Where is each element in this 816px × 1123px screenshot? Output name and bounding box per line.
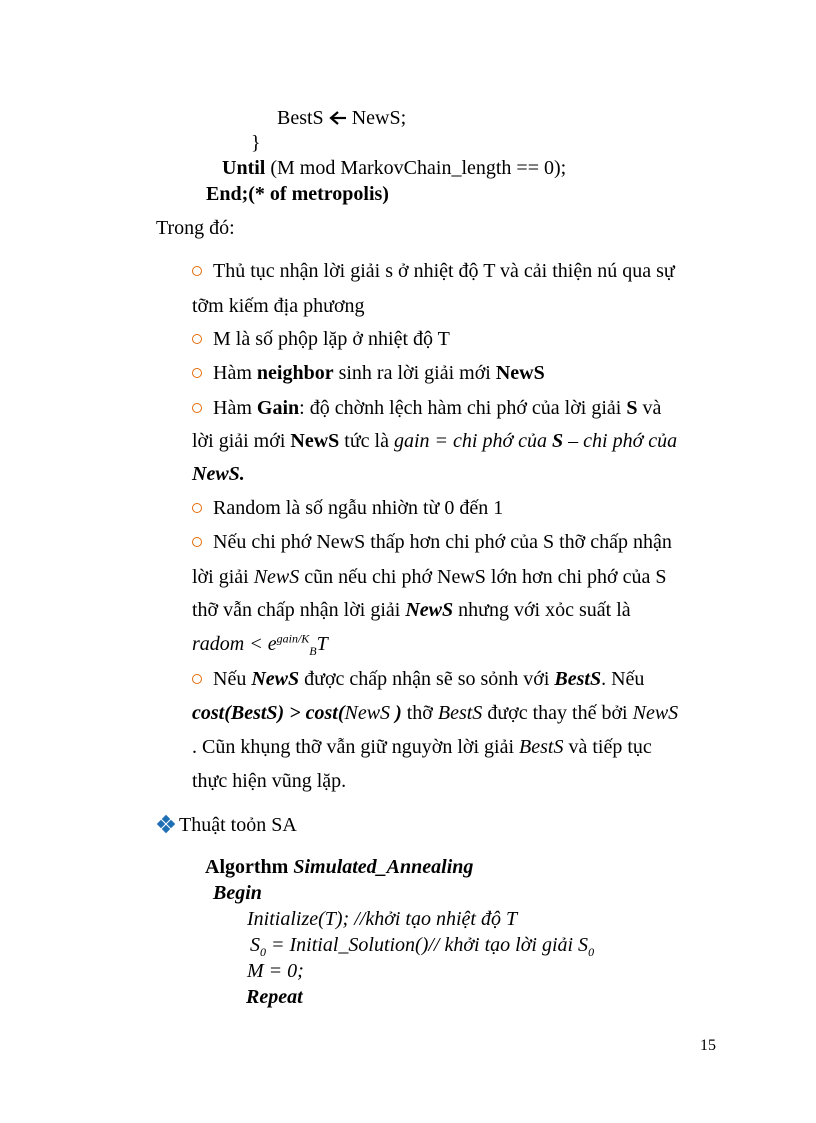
list-item-continuation: lời giải NewS cũn nếu chi phớ NewS lớn hơn chi phớ của S: [192, 566, 667, 588]
code-line-bests-assign: [277, 106, 406, 130]
diamond-bullet-icon: [158, 816, 174, 832]
circle-bullet-icon: [192, 368, 202, 378]
algo-m0: M = 0;: [247, 960, 304, 982]
circle-bullet-icon: [192, 674, 202, 684]
algo-initialize: Initialize(T); //khởi tạo nhiệt độ T: [247, 908, 518, 930]
circle-bullet-icon: [192, 266, 202, 276]
formula-line: radom < $e^{gain/K}_BT$: [192, 631, 328, 658]
circle-bullet-icon: [192, 403, 202, 413]
until-keyword: Until: [222, 157, 266, 179]
algo-repeat: Repeat: [246, 986, 303, 1008]
page-number: 15: [700, 1037, 716, 1054]
list-item-continuation: lời giải mới NewS tức là gain = chi phớ của S – chi phớ của: [192, 430, 678, 452]
list-item-continuation: cost(BestS) > cost(NewS ) thỡ BestS được thay thế bởi NewS: [192, 702, 679, 724]
code-end-line: [206, 182, 389, 206]
left-arrow-icon: [329, 110, 347, 126]
list-item-continuation: thực hiện vũng lặp.: [192, 770, 347, 792]
code-text: NewS;: [351, 107, 407, 129]
list-item: M là số phộp lặp ở nhiệt độ T: [192, 327, 450, 351]
list-item-continuation: thỡ vẫn chấp nhận lời giải NewS nhưng với xỏc suất là: [192, 599, 631, 621]
algorithm-title: Algorthm Simulated_Annealing: [205, 856, 474, 878]
list-item-continuation: tỡm kiếm địa phương: [192, 295, 365, 317]
circle-bullet-icon: [192, 537, 202, 547]
list-item: Hàm neighbor sinh ra lời giải mới NewS: [192, 361, 545, 385]
list-item: Thủ tục nhận lời giải s ở nhiệt độ T và cải thiện nú qua sự: [192, 259, 675, 283]
list-item: Random là số ngẫu nhiờn từ 0 đến 1: [192, 496, 503, 520]
list-item-continuation: NewS.: [192, 463, 245, 485]
list-item: Nếu chi phớ NewS thấp hơn chi phớ của S thỡ chấp nhận: [192, 530, 672, 554]
code-until-line: [222, 156, 566, 180]
algo-begin: Begin: [213, 882, 262, 904]
end-keyword: End;(* of metropolis): [206, 183, 389, 205]
algo-s0: $S_0$ = Initial_Solution()// khởi tạo lời giải $S_0$: [250, 934, 595, 959]
list-item-continuation: . Cũn khụng thỡ vẫn giữ nguyờn lời giải BestS và tiếp tục: [192, 736, 652, 758]
section-heading: Thuật toỏn SA: [158, 813, 297, 837]
list-item: Nếu NewS được chấp nhận sẽ so sỏnh với BestS. Nếu: [192, 667, 644, 691]
code-text: BestS: [277, 107, 324, 129]
code-text: (M mod MarkovChain_length == 0);: [270, 157, 567, 179]
circle-bullet-icon: [192, 334, 202, 344]
list-item: Hàm Gain: độ chờnh lệch hàm chi phớ của lời giải S và: [192, 396, 661, 420]
code-close-brace: }: [251, 132, 261, 154]
intro-text: Trong đó:: [156, 217, 235, 239]
circle-bullet-icon: [192, 503, 202, 513]
